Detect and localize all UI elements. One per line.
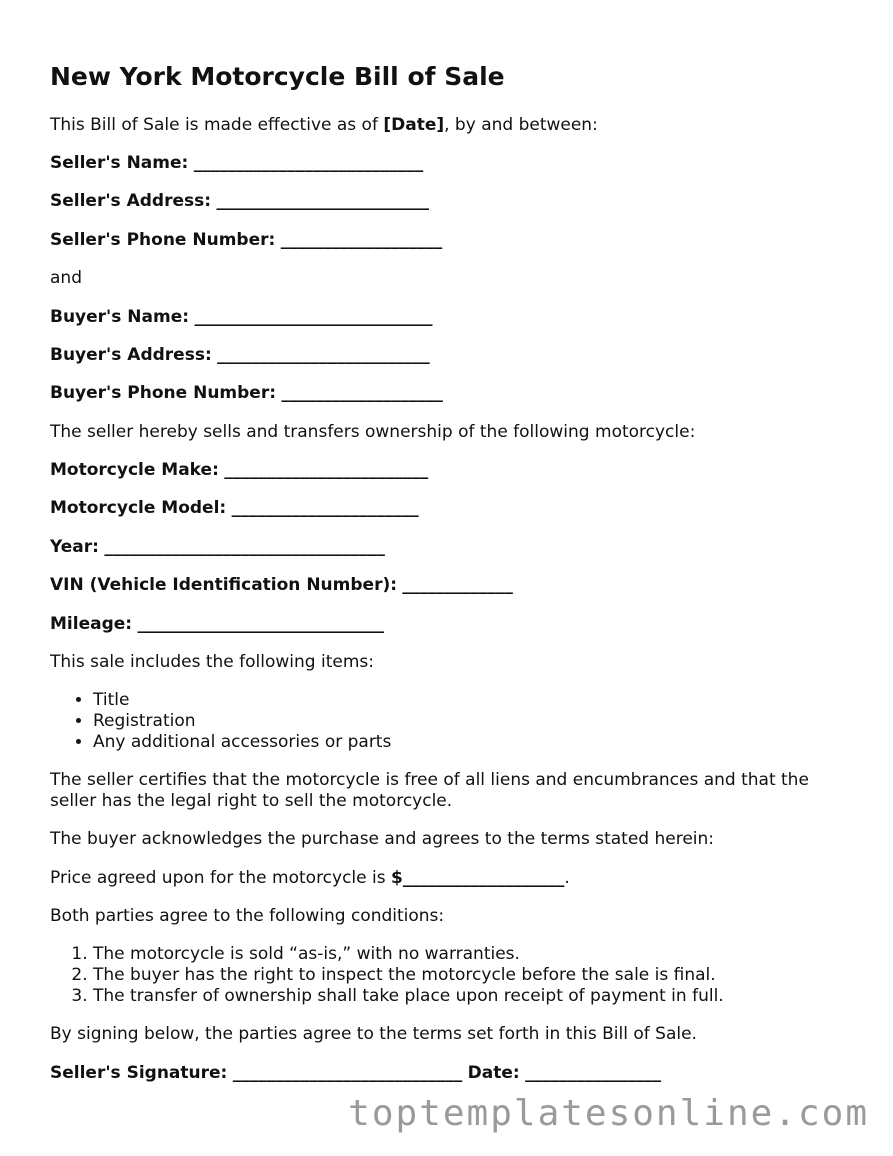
document-title: New York Motorcycle Bill of Sale	[50, 62, 505, 91]
intro-line: This Bill of Sale is made effective as of [Date], by and between:	[50, 115, 598, 135]
conditions-list	[50, 944, 724, 1007]
mileage-field: Mileage: _____________________________	[50, 614, 384, 634]
motorcycle-model-blank[interactable]: ______________________	[231, 498, 419, 518]
seller-name-blank[interactable]: ___________________________	[193, 153, 424, 173]
signing-text: By signing below, the parties agree to the terms set forth in this Bill of Sale.	[50, 1024, 697, 1044]
includes-text: This sale includes the following items:	[50, 652, 374, 672]
seller-signature-field: Seller's Signature: ___________________________ Date: ________________	[50, 1063, 662, 1083]
signature-date-blank[interactable]: ________________	[525, 1063, 662, 1083]
list-item: • Registration	[93, 711, 391, 732]
includes-list	[50, 690, 391, 753]
date-placeholder: [Date]	[383, 115, 445, 135]
list-item: 3. The transfer of ownership shall take place upon receipt of payment in full.	[93, 986, 724, 1007]
motorcycle-make-blank[interactable]: ________________________	[224, 460, 429, 480]
vin-field: VIN (Vehicle Identification Number): _____________	[50, 575, 513, 595]
seller-name-field: Seller's Name: ___________________________	[50, 153, 424, 173]
buyer-phone-field: Buyer's Phone Number: ___________________	[50, 383, 443, 403]
vin-blank[interactable]: _____________	[402, 575, 513, 595]
conditions-text: Both parties agree to the following conditions:	[50, 906, 445, 926]
seller-phone-blank[interactable]: ___________________	[280, 230, 443, 250]
mileage-blank[interactable]: _____________________________	[137, 614, 384, 634]
certify-text: The seller certifies that the motorcycle is free of all liens and encumbrances and that the seller has the legal right to sell the motorcycle.	[50, 770, 809, 811]
year-blank[interactable]: _________________________________	[104, 537, 385, 557]
buyer-name-field: Buyer's Name: ____________________________	[50, 307, 433, 327]
seller-address-field: Seller's Address: _________________________	[50, 191, 429, 211]
buyer-name-blank[interactable]: ____________________________	[194, 307, 433, 327]
price-line: Price agreed upon for the motorcycle is $___________________.	[50, 868, 570, 888]
list-item: • Any additional accessories or parts	[93, 732, 391, 753]
watermark-text: toptemplatesonline.com	[348, 1093, 869, 1134]
and-text: and	[50, 268, 82, 288]
list-item: • Title	[93, 690, 391, 711]
buyer-phone-blank[interactable]: ___________________	[281, 383, 443, 403]
list-item: 2. The buyer has the right to inspect the motorcycle before the sale is final.	[93, 965, 724, 986]
transfer-text: The seller hereby sells and transfers ownership of the following motorcycle:	[50, 422, 696, 442]
price-blank[interactable]: $___________________	[391, 868, 565, 888]
buyer-address-blank[interactable]: _________________________	[217, 345, 430, 365]
motorcycle-make-field: Motorcycle Make: ________________________	[50, 460, 429, 480]
acknowledge-text: The buyer acknowledges the purchase and agrees to the terms stated herein:	[50, 829, 715, 849]
seller-address-blank[interactable]: _________________________	[216, 191, 429, 211]
list-item: 1. The motorcycle is sold “as-is,” with no warranties.	[93, 944, 724, 965]
buyer-address-field: Buyer's Address: _________________________	[50, 345, 430, 365]
year-field: Year: _________________________________	[50, 537, 385, 557]
motorcycle-model-field: Motorcycle Model: ______________________	[50, 498, 419, 518]
seller-signature-blank[interactable]: ___________________________	[232, 1063, 463, 1083]
seller-phone-field: Seller's Phone Number: ___________________	[50, 230, 443, 250]
